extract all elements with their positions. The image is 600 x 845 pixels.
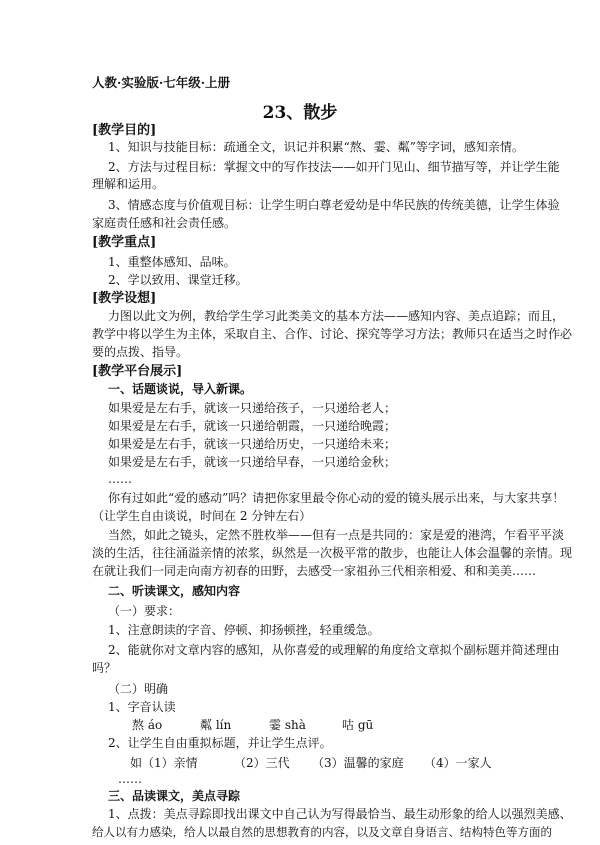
objective-line: 理解和运用。: [92, 177, 165, 191]
paragraph-line: 1、点拨：美点寻踪即找出课文中自己认为写得最恰当、最生动形象的给人以强烈美感、: [108, 807, 572, 821]
poem-line: 如果爱是左右手，就该一只递给孩子，一只递给老人；: [108, 401, 397, 415]
section-heading-key-points: [教学重点]: [92, 235, 157, 250]
paragraph-line: 当然，如此之镜头，定然不胜枚举——但有一点是共同的：家是爱的港湾，乍看平平淡: [108, 528, 565, 542]
requirement-line: 2、能就你对文章内容的感知，从你喜爱的或理解的角度给文章拟个副标题并简述理由: [108, 643, 560, 657]
paragraph-line: 在就让我们一同走向南方初春的田野，去感受一家祖孙三代相亲相爱、和和美美……: [92, 564, 537, 578]
plan-line: 教学中将以学生为主体，采取自主、合作、讨论、探究等学习方法；教师只在适当之时作必: [92, 327, 573, 341]
paragraph-line: 淡的生活，往往涌溢亲情的浓浆，纵然是一次极平常的散步，也能让人体会温馨的亲情。现: [92, 546, 573, 560]
clarify-item: 2、让学生自由重拟标题，并让学生点评。: [108, 736, 332, 750]
poem-ellipsis: ……: [108, 472, 132, 486]
clarify-label: （二）明确: [108, 682, 169, 696]
pinyin-item: 霎 shà: [269, 718, 306, 732]
requirement-line: 吗？: [92, 661, 117, 675]
title-example: （3）温馨的家庭: [312, 756, 404, 770]
section-heading-platform: [教学平台展示]: [92, 364, 183, 379]
requirement-label: （一）要求：: [108, 604, 181, 618]
section-heading-teaching-plan: [教学设想]: [92, 291, 157, 306]
textbook-header: 人教·实验版·七年级·上册: [92, 75, 231, 90]
objective-line: 3、情感态度与价值观目标：让学生明白尊老爱幼是中华民族的传统美德，让学生体验: [108, 198, 560, 212]
lesson-title: 23、散步: [262, 103, 338, 123]
title-example: 如（1）亲情: [130, 756, 198, 770]
poem-line: 如果爱是左右手，就该一只递给历史，一只递给未来；: [108, 437, 397, 451]
paragraph-line: （让学生自由谈说，时间在 2 分钟左右）: [92, 509, 312, 523]
examples-ellipsis: ……: [118, 772, 142, 786]
title-example: （2）三代: [234, 756, 290, 770]
title-example: （4）一家人: [424, 756, 492, 770]
clarify-item: 1、字音认读: [108, 700, 176, 714]
objective-line: 1、知识与技能目标：疏通全文，识记并积累“熬、霎、粼”等字词，感知亲情。: [108, 140, 524, 154]
objective-line: 2、方法与过程目标：掌握文中的写作技法——如开门见山、细节描写等，并让学生能: [108, 160, 560, 174]
plan-line: 要的点拨、指导。: [92, 345, 189, 359]
paragraph-line: 给人以有力感染，给人以最自然的思想教育的内容，以及文章自身语言、结构特色等方面的: [92, 825, 552, 839]
key-point-line: 1、重整体感知、品味。: [108, 255, 236, 269]
requirement-line: 1、注意朗读的字音、停顿、抑扬顿挫，轻重缓急。: [108, 623, 380, 637]
subsection-heading-reading: 二、听读课文，感知内容: [108, 584, 241, 598]
pinyin-item: 咕 gū: [342, 718, 374, 732]
poem-line: 如果爱是左右手，就该一只递给早春，一只递给金秋；: [108, 455, 397, 469]
section-heading-objectives: [教学目的]: [92, 123, 157, 138]
poem-line: 如果爱是左右手，就该一只递给朝霞，一只递给晚霞；: [108, 419, 397, 433]
pinyin-item: 熬 áo: [132, 718, 163, 732]
paragraph-line: 你有过如此“爱的感动”吗？请把你家里最令你心动的爱的镜头展示出来，与大家共享！: [108, 491, 565, 505]
subsection-heading-appreciation: 三、品读课文，美点寻踪: [108, 789, 241, 803]
objective-line: 家庭责任感和社会责任感。: [92, 216, 237, 230]
key-point-line: 2、学以致用、课堂迁移。: [108, 273, 248, 287]
plan-line: 力图以此文为例，教给学生学习此类美文的基本方法——感知内容、美点追踪；而且，: [108, 309, 565, 323]
subsection-heading-intro: 一、话题谈说，导入新课。: [108, 382, 253, 396]
pinyin-item: 粼 lín: [200, 718, 232, 732]
